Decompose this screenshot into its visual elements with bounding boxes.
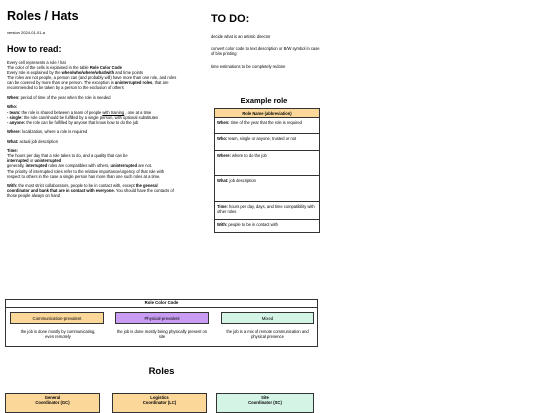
where-text: localization, where a role is required — [20, 129, 88, 135]
time-label: Time: — [7, 148, 18, 154]
role-card-subtitle: Coordinator (LC) — [142, 400, 177, 405]
who-anyone-text: the role can be fulfilled by anyone that know how to do the job — [25, 119, 139, 125]
time-line2-bold1: interrupted — [25, 163, 48, 169]
time-line2-pre: generally, — [7, 163, 26, 169]
intro-line1: Every cell represents a role / hat — [7, 60, 66, 65]
example-what-text: job description — [228, 177, 256, 183]
role-card-site[interactable] — [216, 393, 314, 413]
color-code-divider — [5, 307, 318, 308]
what-label: What: — [7, 138, 19, 144]
example-when-text: time of the year that the role is required — [229, 119, 302, 125]
who-label: Who: — [7, 104, 18, 110]
role-card-title: General — [44, 395, 61, 400]
role-card-logistics[interactable] — [112, 393, 207, 413]
time-line1: The hours per day that a role takes to do, and a quality that can be — [7, 153, 128, 159]
time-uninterrupted: uninterrupted — [34, 158, 62, 164]
who-team-post: , one at a time — [124, 109, 152, 115]
example-time-cell — [215, 202, 319, 220]
time-paragraph — [7, 148, 177, 179]
role-card-general[interactable] — [5, 393, 100, 413]
example-when-cell — [215, 118, 319, 134]
todo-item: decide what is an artistic director — [211, 34, 271, 39]
with-label: With: — [7, 183, 18, 189]
with-text-bold: the general coordinator and bank that are in contact with everyone. — [7, 183, 158, 194]
todo-item: time estimations to be completely redone — [211, 64, 286, 69]
what-paragraph — [7, 139, 177, 144]
example-role-header: Role Name (abbreviation) — [215, 109, 319, 118]
how-to-read-body — [7, 60, 177, 203]
example-when-label: When: — [217, 119, 230, 125]
when-paragraph — [7, 95, 177, 100]
color-desc-communication: the job is done mostly by communicating, even remotely — [20, 329, 96, 340]
example-who-label: Who: — [217, 135, 228, 141]
example-time-text: hours per day, days, and time compatibility with other roles — [217, 203, 315, 214]
what-text: actual job description — [18, 138, 58, 144]
time-line2-mid: roles are compatibles with others, — [47, 163, 111, 169]
role-card-subtitle: Coordinator (GC) — [35, 400, 70, 405]
todo-item: convert color code to text description or B/W symbol in case of b/w printing — [211, 46, 320, 57]
color-chip-communication: Communication-prevalent — [10, 312, 104, 324]
where-label: Where: — [7, 129, 21, 135]
time-line3: The priority of interrupted roles refer to the relative importance/urgency of that role with respect to others in the case a single person has more than one such roles at a time. — [7, 168, 165, 179]
who-single-label: - single: — [7, 114, 23, 120]
with-text-post: You should have the contacts of those people always on hand — [7, 188, 174, 199]
with-training-link[interactable]: with training — [102, 109, 125, 115]
page-title: Roles / Hats — [7, 9, 79, 23]
how-to-read-heading: How to read: — [7, 44, 62, 54]
todo-heading: TO DO: — [211, 13, 250, 25]
example-who-cell — [215, 134, 319, 151]
example-with-label: With: — [217, 221, 228, 227]
example-what-label: What: — [217, 177, 229, 183]
color-desc-mixed: the job is a mix of remote communication and physical presence — [226, 329, 309, 340]
who-team-label: - team: — [7, 109, 21, 115]
intro-line2: The color of the cells is explained in the table — [7, 65, 90, 71]
role-card-title: Site — [261, 395, 269, 400]
time-interrupted: interrupted — [7, 158, 29, 164]
example-with-cell — [215, 220, 319, 232]
color-chip-mixed: Mixed — [221, 312, 314, 324]
time-line2-bold2: uninterrupted — [110, 163, 138, 169]
time-or: or — [28, 158, 35, 164]
when-label: When: — [7, 94, 20, 100]
version-label: version 2024-01-01-a — [7, 30, 46, 35]
who-anyone-label: - anyone: — [7, 119, 26, 125]
with-paragraph — [7, 183, 177, 198]
role-card-subtitle: Coordinator (SC) — [248, 400, 282, 405]
roles-heading: Roles — [148, 366, 175, 377]
where-paragraph — [7, 129, 177, 134]
intro-line3: Every role is explained by the — [7, 70, 62, 76]
example-role-heading: Example role — [240, 96, 288, 105]
when-text: period of time of the year when the role is needed — [19, 94, 111, 100]
example-role-table — [214, 108, 320, 233]
color-code-title: Role Color Code — [144, 300, 179, 305]
color-desc-physical: the job is done mostly being physically present on site — [116, 329, 208, 340]
example-time-label: Time: — [217, 203, 228, 209]
time-line2-post: are not. — [137, 163, 153, 169]
intro-line4: The roles are not people, a person can (and probably will) have more than one role, and roles can be covered by more than one person. The exception is — [7, 75, 177, 86]
intro-line3-post: and time points — [114, 70, 144, 76]
example-what-cell — [215, 176, 319, 202]
example-where-text: where to do the job — [230, 152, 267, 158]
example-where-label: Where: — [217, 152, 231, 158]
color-chip-physical: Physical-prevalent — [115, 312, 209, 324]
example-where-cell — [215, 151, 319, 176]
who-paragraph — [7, 104, 177, 124]
intro-line2-bold: Role Color Code — [89, 65, 122, 71]
who-single-text: the role can/should be fulfilled by a single person, with optional substitutes — [22, 114, 159, 120]
role-card-title: Logistics — [150, 395, 169, 400]
intro-line3-bold: when/who/where/what/with — [61, 70, 115, 76]
example-who-text: team, single or anyone, trusted or not — [227, 135, 297, 141]
intro-line4-bold: uninterrupted roles — [114, 80, 153, 86]
intro-paragraph — [7, 60, 177, 91]
example-with-text: people to be in contact with — [227, 221, 278, 227]
with-text: the most strict collaborators, people to be in contact with, except — [17, 183, 136, 189]
who-team-text: the role is shared between a team of people — [20, 109, 103, 115]
intro-line4-post: , that are recommended to be taken by a person to the exclusion of others — [7, 80, 169, 91]
